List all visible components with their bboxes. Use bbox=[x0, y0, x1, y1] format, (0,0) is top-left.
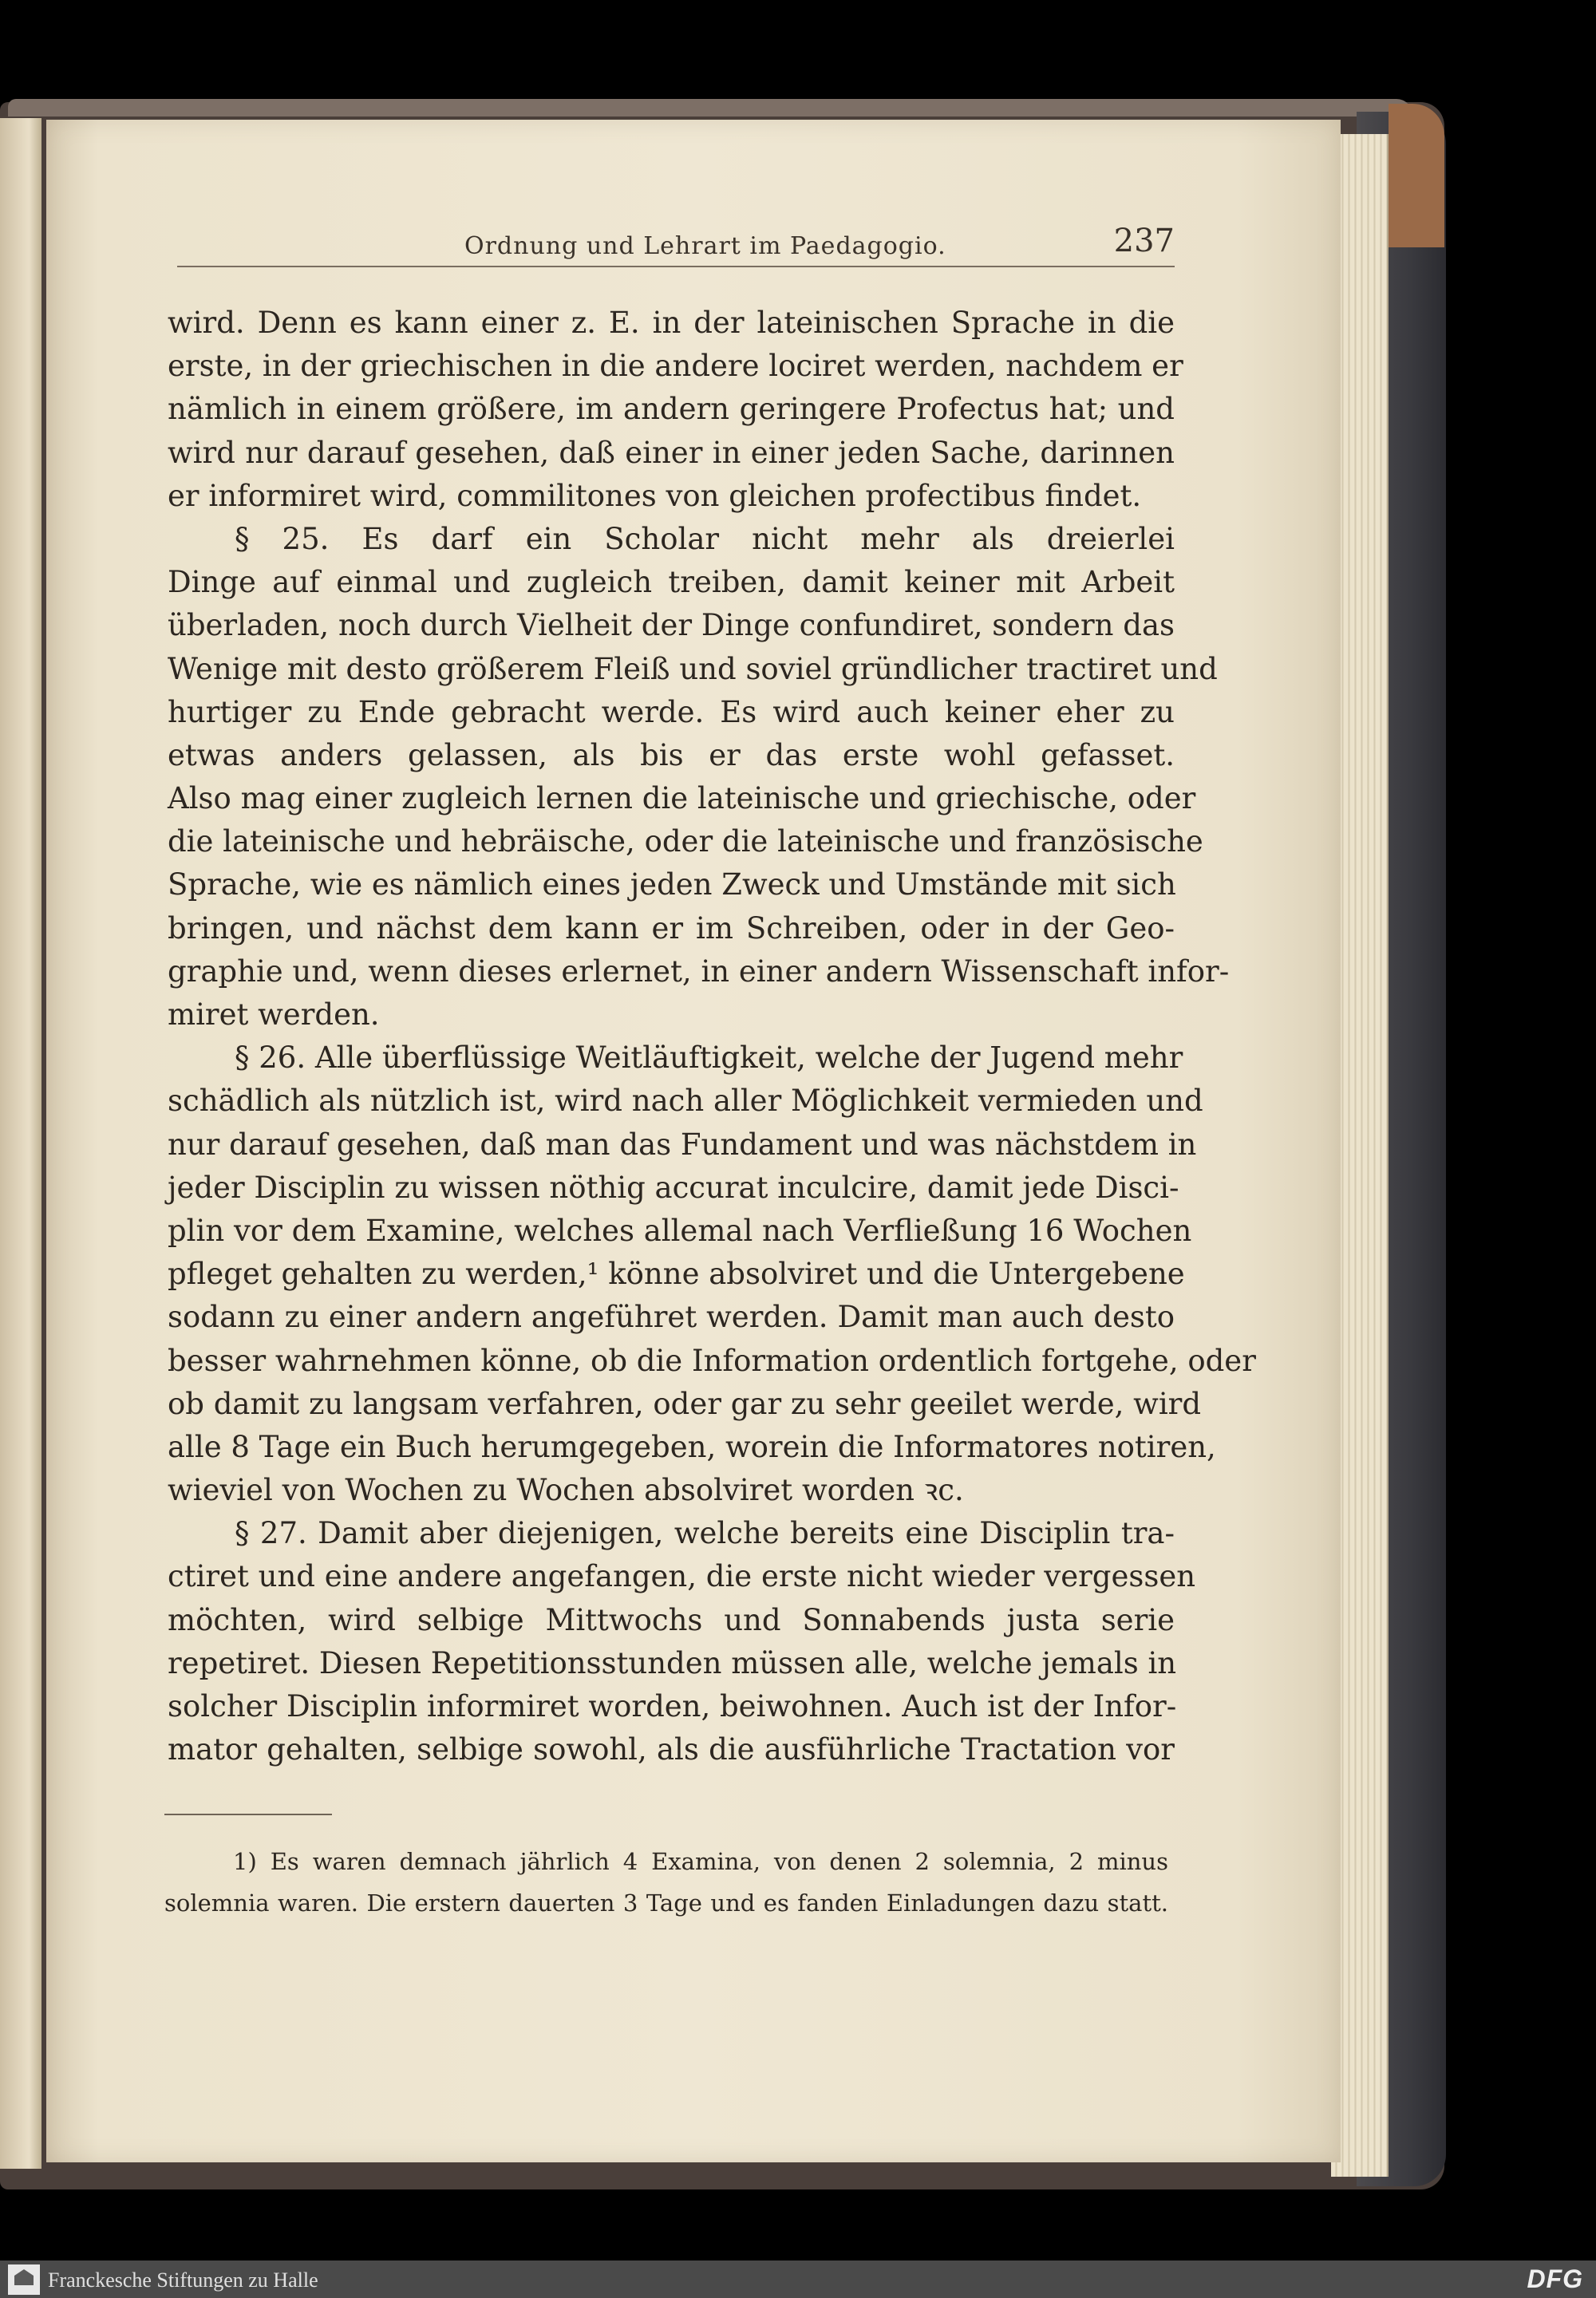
text-line: Also mag einer zugleich lernen die lateinische und griechische, oder bbox=[168, 781, 1196, 816]
text-line: sodann zu einer andern angeführet werden. Damit man auch desto bbox=[168, 1300, 1175, 1335]
dfg-logo: DFG bbox=[1527, 2264, 1583, 2293]
text-line: wird. Denn es kann einer z. E. in der lateinischen Sprache in die bbox=[168, 306, 1175, 340]
text-line: Wenige mit desto größerem Fleiß und soviel gründlicher tractiret und bbox=[168, 651, 1218, 686]
cover-leather-corner bbox=[1389, 104, 1444, 247]
text-line: Sprache, wie es nämlich eines jeden Zweck und Umstände mit sich bbox=[168, 867, 1176, 902]
text-line: die lateinische und hebräische, oder die lateinische und französische bbox=[168, 824, 1203, 859]
paragraph-start-25: § 25. Es darf ein Scholar nicht mehr als dreierlei bbox=[235, 521, 1175, 556]
text-line: besser wahrnehmen könne, ob die Information ordentlich fortgehe, oder bbox=[168, 1343, 1256, 1378]
building-icon bbox=[14, 2269, 34, 2285]
page-number: 237 bbox=[1113, 223, 1175, 259]
text-line: jeder Disciplin zu wissen nöthig accurat inculcire, damit jede Disci- bbox=[168, 1170, 1179, 1205]
text-line: plin vor dem Examine, welches allemal nach Verfließung 16 Wochen bbox=[168, 1213, 1192, 1248]
facing-page-sliver bbox=[0, 118, 41, 2169]
footnote-line: 1) Es waren demnach jährlich 4 Examina, von denen 2 solemnia, 2 minus bbox=[233, 1848, 1168, 1875]
text-line: nämlich in einem größere, im andern geringere Profectus hat; und bbox=[168, 392, 1175, 427]
body-text bbox=[168, 302, 1256, 1771]
text-line: graphie und, wenn dieses erlernet, in einer andern Wissenschaft infor- bbox=[168, 954, 1230, 989]
footnotes bbox=[164, 1841, 1168, 1924]
paragraph-start-27: § 27. Damit aber diejenigen, welche bereits eine Disciplin tra- bbox=[235, 1516, 1175, 1551]
text-line: alle 8 Tage ein Buch herumgegeben, worein die Informatores notiren, bbox=[168, 1429, 1216, 1464]
cover-top-edge bbox=[8, 99, 1412, 116]
text-line: erste, in der griechischen in die andere lociret werden, nachdem er bbox=[168, 349, 1183, 384]
text-line: ctiret und eine andere angefangen, die erste nicht wieder vergessen bbox=[168, 1559, 1196, 1594]
text-line: überladen, noch durch Vielheit der Dinge confundiret, sondern das bbox=[168, 608, 1175, 643]
text-line: mator gehalten, selbige sowohl, als die ausführliche Tractation vor bbox=[168, 1732, 1175, 1767]
text-line: möchten, wird selbige Mittwochs und Sonnabends justa serie bbox=[168, 1602, 1175, 1637]
text-line: wieviel von Wochen zu Wochen absolviret worden ꝛc. bbox=[168, 1473, 964, 1508]
text-line: repetiret. Diesen Repetitionsstunden müssen alle, welche jemals in bbox=[168, 1645, 1177, 1680]
text-line: Dinge auf einmal und zugleich treiben, damit keiner mit Arbeit bbox=[168, 565, 1175, 600]
institution-logo-icon bbox=[8, 2264, 40, 2295]
paragraph-start-26: § 26. Alle überflüssige Weitläuftigkeit, welche der Jugend mehr bbox=[235, 1040, 1183, 1076]
text-line: nur darauf gesehen, daß man das Fundament und was nächstdem in bbox=[168, 1127, 1197, 1162]
header-rule bbox=[177, 266, 1175, 267]
text-line: solcher Disciplin informiret worden, beiwohnen. Auch ist der Infor- bbox=[168, 1689, 1177, 1724]
text-line: etwas anders gelassen, als bis er das erste wohl gefasset. bbox=[168, 737, 1175, 772]
text-line: miret werden. bbox=[168, 997, 380, 1032]
text-line: hurtiger zu Ende gebracht werde. Es wird auch keiner eher zu bbox=[168, 694, 1175, 729]
text-line: pfleget gehalten zu werden,¹ könne absolviret und die Untergebene bbox=[168, 1257, 1185, 1292]
text-line: bringen, und nächst dem kann er im Schreiben, oder in der Geo- bbox=[168, 910, 1175, 946]
footnote-rule bbox=[164, 1814, 332, 1815]
institution-name: Franckesche Stiftungen zu Halle bbox=[48, 2268, 318, 2292]
text-line: wird nur darauf gesehen, daß einer in einer jeden Sache, darinnen bbox=[168, 435, 1175, 470]
running-head: Ordnung und Lehrart im Paedagogio. bbox=[464, 232, 946, 260]
text-line: er informiret wird, commilitones von gleichen profectibus findet. bbox=[168, 478, 1142, 513]
page-header bbox=[177, 223, 1175, 267]
text-line: schädlich als nützlich ist, wird nach aller Möglichkeit vermieden und bbox=[168, 1084, 1203, 1119]
text-line: ob damit zu langsam verfahren, oder gar zu sehr geeilet werde, wird bbox=[168, 1386, 1202, 1421]
footnote-line: solemnia waren. Die erstern dauerten 3 Tage und es fanden Einladungen dazu statt. bbox=[164, 1889, 1168, 1917]
